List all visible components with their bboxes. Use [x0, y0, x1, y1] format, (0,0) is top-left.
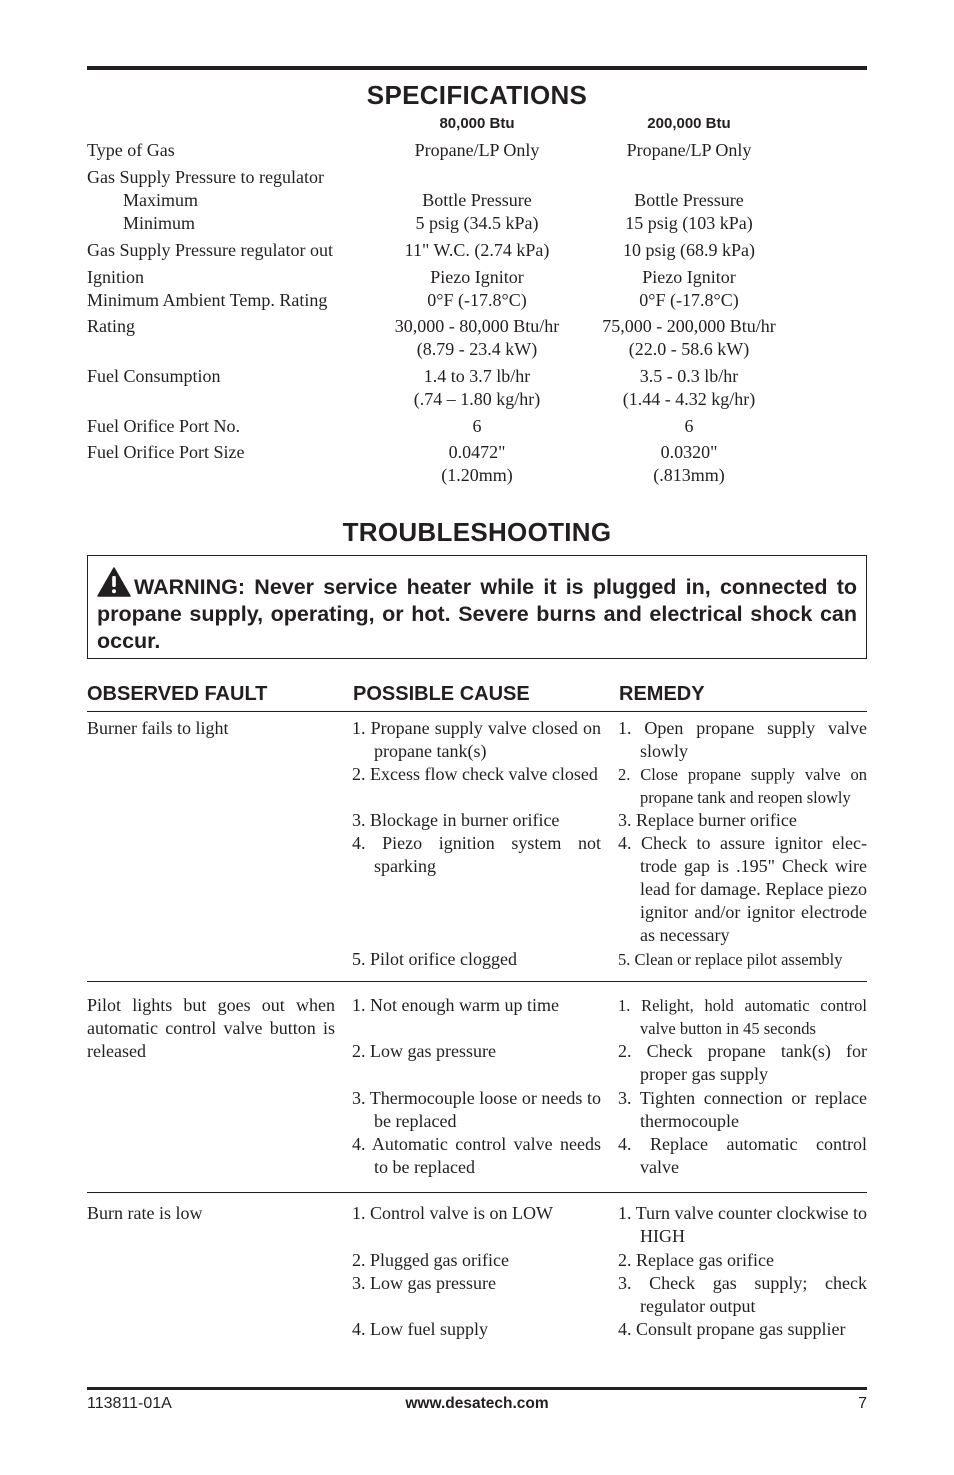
observed-fault: Burner fails to light — [87, 718, 229, 738]
spec-label: Type of Gas — [87, 140, 175, 160]
spec-value-80k: Piezo Ignitor — [430, 267, 524, 287]
remedy: 3. Replace burner orifice — [618, 810, 797, 830]
remedy: 1. Relight, hold automatic control valve button in 45 seconds — [618, 996, 867, 1038]
remedy: 3. Tighten connection or replace thermocouple — [618, 1088, 867, 1131]
spec-label: Gas Supply Pressure to regulator — [87, 167, 324, 187]
remedy: 3. Check gas supply; check regulator output — [618, 1273, 867, 1316]
spec-value-80k: (.74 – 1.80 kg/hr) — [413, 389, 541, 409]
header-rule — [87, 711, 867, 712]
spec-value-200k: (.813mm) — [653, 465, 725, 485]
row-divider — [87, 981, 867, 982]
website-link: www.desatech.com — [405, 1395, 549, 1412]
spec-value-200k: 0°F (-17.8°C) — [639, 290, 739, 310]
spec-value-200k: 15 psig (103 kPa) — [625, 213, 753, 233]
spec-value-80k: 30,000 - 80,000 Btu/hr — [394, 316, 560, 336]
possible-cause: 4. Automatic control valve needs to be replaced — [352, 1134, 601, 1177]
spec-value-200k: 3.5 - 0.3 lb/hr — [639, 366, 739, 386]
spec-value-80k: 5 psig (34.5 kPa) — [415, 213, 539, 233]
possible-cause: 4. Low fuel supply — [352, 1319, 488, 1339]
spec-value-200k: 75,000 - 200,000 Btu/hr — [602, 316, 776, 336]
remedy: 4. Check to assure ignitor elec-trode gap is .195" Check wire lead for damage. Replace piezo ignitor and/or ignitor electrode as necessary — [618, 833, 867, 945]
spec-value-80k: (1.20mm) — [441, 465, 513, 485]
remedy: 4. Consult propane gas supplier — [618, 1319, 846, 1339]
remedy: 2. Close propane supply valve on propane tank and reopen slowly — [618, 765, 867, 807]
spec-value-200k: 0.0320" — [660, 442, 718, 462]
spec-label: Rating — [87, 316, 135, 336]
footer-rule — [87, 1387, 867, 1390]
spec-label: Gas Supply Pressure regulator out — [87, 240, 333, 260]
remedy: 1. Open propane supply valve slowly — [618, 718, 867, 761]
spec-value-200k: Propane/LP Only — [626, 140, 752, 160]
spec-value-200k: Bottle Pressure — [634, 190, 744, 210]
header-possible-cause: POSSIBLE CAUSE — [353, 683, 530, 705]
remedy: 2. Check propane tank(s) for proper gas supply — [618, 1041, 867, 1084]
spec-label: Maximum — [123, 190, 198, 210]
remedy: 1. Turn valve counter clockwise to HIGH — [618, 1203, 867, 1246]
warning-message: WARNING: Never service heater while it is plugged in, connected to propane supply, operating, or hot. Severe burns and electrical shock can occur. — [97, 575, 857, 653]
spec-label: Fuel Orifice Port Size — [87, 442, 245, 462]
spec-value-80k: (8.79 - 23.4 kW) — [416, 339, 538, 359]
spec-label: Ignition — [87, 267, 144, 287]
column-header-200000-btu: 200,000 Btu — [647, 115, 731, 132]
possible-cause: 2. Excess flow check valve closed — [352, 764, 598, 784]
warning-box — [87, 555, 867, 659]
remedy: 5. Clean or replace pilot assembly — [618, 950, 843, 969]
observed-fault: Burn rate is low — [87, 1203, 203, 1223]
possible-cause: 5. Pilot orifice clogged — [352, 949, 517, 969]
spec-value-80k: 0.0472" — [448, 442, 506, 462]
warning-triangle-icon — [97, 567, 131, 597]
header-observed-fault: OBSERVED FAULT — [87, 683, 268, 705]
spec-value-80k: Propane/LP Only — [414, 140, 540, 160]
possible-cause: 1. Propane supply valve closed on propane tank(s) — [352, 718, 601, 761]
troubleshooting-title: TROUBLESHOOTING — [342, 517, 612, 547]
possible-cause: 3. Low gas pressure — [352, 1273, 496, 1293]
header-remedy: REMEDY — [619, 683, 705, 705]
spec-value-80k: 6 — [472, 416, 482, 436]
spec-value-80k: 1.4 to 3.7 lb/hr — [423, 366, 531, 386]
top-rule — [87, 66, 867, 70]
possible-cause: 1. Control valve is on LOW — [352, 1203, 553, 1223]
spec-value-200k: (22.0 - 58.6 kW) — [628, 339, 750, 359]
row-divider — [87, 1192, 867, 1193]
spec-label: Fuel Consumption — [87, 366, 221, 386]
spec-value-200k: Piezo Ignitor — [642, 267, 736, 287]
spec-value-80k: Bottle Pressure — [422, 190, 532, 210]
possible-cause: 4. Piezo ignition system not sparking — [352, 833, 601, 876]
spec-label: Minimum Ambient Temp. Rating — [87, 290, 328, 310]
possible-cause: 2. Low gas pressure — [352, 1041, 496, 1061]
page-number: 7 — [858, 1395, 867, 1412]
spec-label: Minimum — [123, 213, 196, 233]
column-header-80000-btu: 80,000 Btu — [439, 115, 515, 132]
possible-cause: 3. Thermocouple loose or needs to be replaced — [352, 1088, 601, 1131]
observed-fault: Pilot lights but goes out when automatic control valve button is released — [87, 995, 335, 1061]
spec-value-200k: (1.44 - 4.32 kg/hr) — [622, 389, 756, 409]
spec-value-200k: 10 psig (68.9 kPa) — [623, 240, 755, 260]
document-number: 113811-01A — [87, 1395, 172, 1412]
spec-label: Fuel Orifice Port No. — [87, 416, 240, 436]
remedy: 2. Replace gas orifice — [618, 1250, 774, 1270]
spec-value-80k: 11" W.C. (2.74 kPa) — [404, 240, 550, 260]
spec-value-80k: 0°F (-17.8°C) — [427, 290, 527, 310]
possible-cause: 3. Blockage in burner orifice — [352, 810, 560, 830]
spec-value-200k: 6 — [684, 416, 694, 436]
warning-text — [97, 567, 857, 655]
possible-cause: 1. Not enough warm up time — [352, 995, 559, 1015]
possible-cause: 2. Plugged gas orifice — [352, 1250, 509, 1270]
remedy: 4. Replace automatic control valve — [618, 1134, 867, 1177]
specifications-title: SPECIFICATIONS — [366, 80, 588, 110]
